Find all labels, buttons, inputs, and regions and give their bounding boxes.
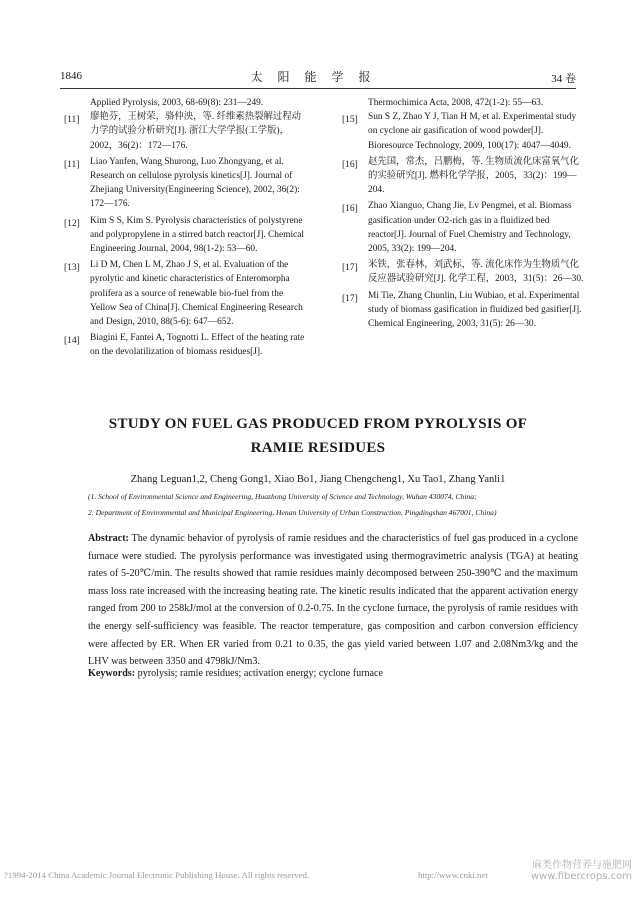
abstract (88, 530, 578, 671)
reference-number: [16] (342, 204, 358, 215)
references-left-column (64, 96, 310, 362)
reference-text: 米铁，张春林，刘武标，等. 流化床作为生物质气化反应器试验研究[J]. 化学工程，2003，31(5)：26—30. (368, 260, 584, 285)
reference-text: Kim S S, Kim S. Pyrolysis characteristics of polystyrene and polypropylene in a stirred batch reactor[J]. Chemical Engineering Journal, 2004, 98(1-2): 53—60. (90, 215, 304, 255)
affiliation-1: (1. School of Environmental Science and Engineering, Huazhong University of Science and Technology, Wuhan 430074, China; (88, 492, 477, 501)
reference-number: [11] (64, 115, 80, 126)
reference-number: [14] (64, 336, 80, 347)
reference-number: [12] (64, 218, 80, 229)
publisher-url: http://www.cnki.net (418, 870, 488, 880)
reference-continuation: Thermochimica Acta, 2008, 472(1-2): 55—63. (368, 98, 544, 108)
watermark (531, 860, 632, 882)
reference-text: 廖艳芬，王树荣，骆仲泱，等. 纤维素热裂解过程动力学的试验分析研究[J]. 浙江大学学报(工学版)，2002，36(2)：172—176. (90, 112, 301, 151)
article-title (60, 412, 576, 460)
reference-text: Biagini E, Fantei A, Tognotti L. Effect of the heating rate on the devolatilization of biomass residues[J]. (90, 333, 305, 358)
reference-item (64, 331, 310, 359)
reference-text: Mi Tie, Zhang Chunlin, Liu Wubiao, et al. Experimental study of biomass gasification in fluidized bed gasifier[J]. Chemical Engineering, 2003, 31(5): 26—30. (368, 290, 582, 330)
journal-title: 太阳能学报 (250, 70, 386, 84)
page-footer (4, 860, 632, 884)
reference-item (64, 214, 310, 257)
reference-item (342, 258, 584, 286)
reference-item (342, 110, 584, 153)
keywords-text: pyrolysis; ramie residues; activation energy; cyclone furnace (137, 668, 383, 679)
reference-item (64, 258, 310, 329)
reference-text: Liao Yanfen, Wang Shurong, Luo Zhongyang, et al. Research on cellulose pyrolysis kinetics[J]. Journal of Zhejiang University(Engineering Science), 2002, 36(2): 172—176. (90, 156, 300, 210)
watermark-line-2: www.fibercrops.com (530, 871, 632, 882)
reference-number: [16] (342, 159, 358, 170)
keywords-label: Keywords: (88, 668, 136, 679)
reference-text: Sun S Z, Zhao Y J, Tian H M, et al. Experimental study on cyclone air gasification of wood powder[J]. Bioresource Technology, 2009, 100(17): 4047—4049. (368, 112, 577, 151)
author-list: Zhang Leguan1,2, Cheng Gong1, Xiao Bo1, Jiang Chengcheng1, Xu Tao1, Zhang Yanli1 (130, 474, 506, 485)
article-title-line-1: STUDY ON FUEL GAS PRODUCED FROM PYROLYSIS OF (108, 416, 528, 432)
page-number: 1846 (60, 70, 82, 82)
copyright-notice: ?1994-2014 China Academic Journal Electronic Publishing House. All rights reserved. (4, 870, 310, 880)
reference-number: [17] (342, 293, 358, 304)
reference-item (64, 155, 310, 212)
reference-number: [17] (342, 263, 358, 274)
reference-text: Li D M, Chen L M, Zhao J S, et al. Evaluation of the pyrolytic and kinetic characteristics of Enteromorpha prolifera as a source of renewable bio-fuel from the Yellow Sea of China[J]. Chemical Engineering Research and Design, 2010, 88(5-6): 647—652. (90, 260, 303, 328)
volume-label: 34 卷 (551, 73, 576, 85)
reference-continuation: Applied Pyrolysis, 2003, 68-69(8): 231—249. (90, 98, 264, 108)
reference-number: [13] (64, 263, 80, 274)
reference-text: Zhao Xianguo, Chang Jie, Lv Pengmei, et al. Biomass gasification under O2-rich gas in a fluidized bed reactor[J]. Journal of Fuel Chemistry and Technology, 2005, 33(2): 199—204. (368, 201, 572, 255)
article-title-line-2: RAMIE RESIDUES (250, 440, 386, 456)
page-header (60, 66, 576, 86)
affiliation-2: 2. Department of Environmental and Municipal Engineering, Henan University of Urban Construction, Pingdingshan 467001, China) (88, 508, 497, 517)
reference-item (64, 110, 310, 153)
reference-number: [11] (64, 159, 80, 170)
header-rule (60, 88, 576, 89)
reference-text: 赵先国，常杰，吕鹏梅，等. 生物质流化床富氧气化的实验研究[J]. 燃料化学学报，2005，33(2)：199—204. (368, 156, 579, 196)
references-right-column (342, 96, 584, 333)
reference-item (342, 289, 584, 332)
abstract-label: Abstract: (88, 533, 129, 544)
abstract-text: The dynamic behavior of pyrolysis of ramie residues and the characteristics of fuel gas produced in a cyclone furnace were studied. The pyrolysis performance was investigated using thermogravimetric analysis (TGA) at heating rates of 5-20℃/min. The results showed that ramie residues mainly decomposed between 250-390℃ and the maximum mass loss rate increased with the increasing heating rate. The kinetic results indicated that the apparent activation energy ranged from 200 to 258kJ/mol at the conversion of 0.2-0.75. In the cyclone furnace, the pyrolysis of ramie residues with the energy self-sufficiency was feasible. The reactor temperature, gas composition and carbon conversion efficiency were affected by ER. When ER varied from 0.21 to 0.35, the gas yield varied between 1.07 and 2.08Nm3/kg and the LHV was between 3350 and 4798kJ/Nm3. (88, 533, 578, 668)
keywords (88, 668, 578, 679)
reference-item (342, 199, 584, 256)
reference-item (342, 155, 584, 198)
watermark-line-1: 麻类作物营养与施肥网 (532, 860, 632, 871)
reference-number: [15] (342, 115, 358, 126)
